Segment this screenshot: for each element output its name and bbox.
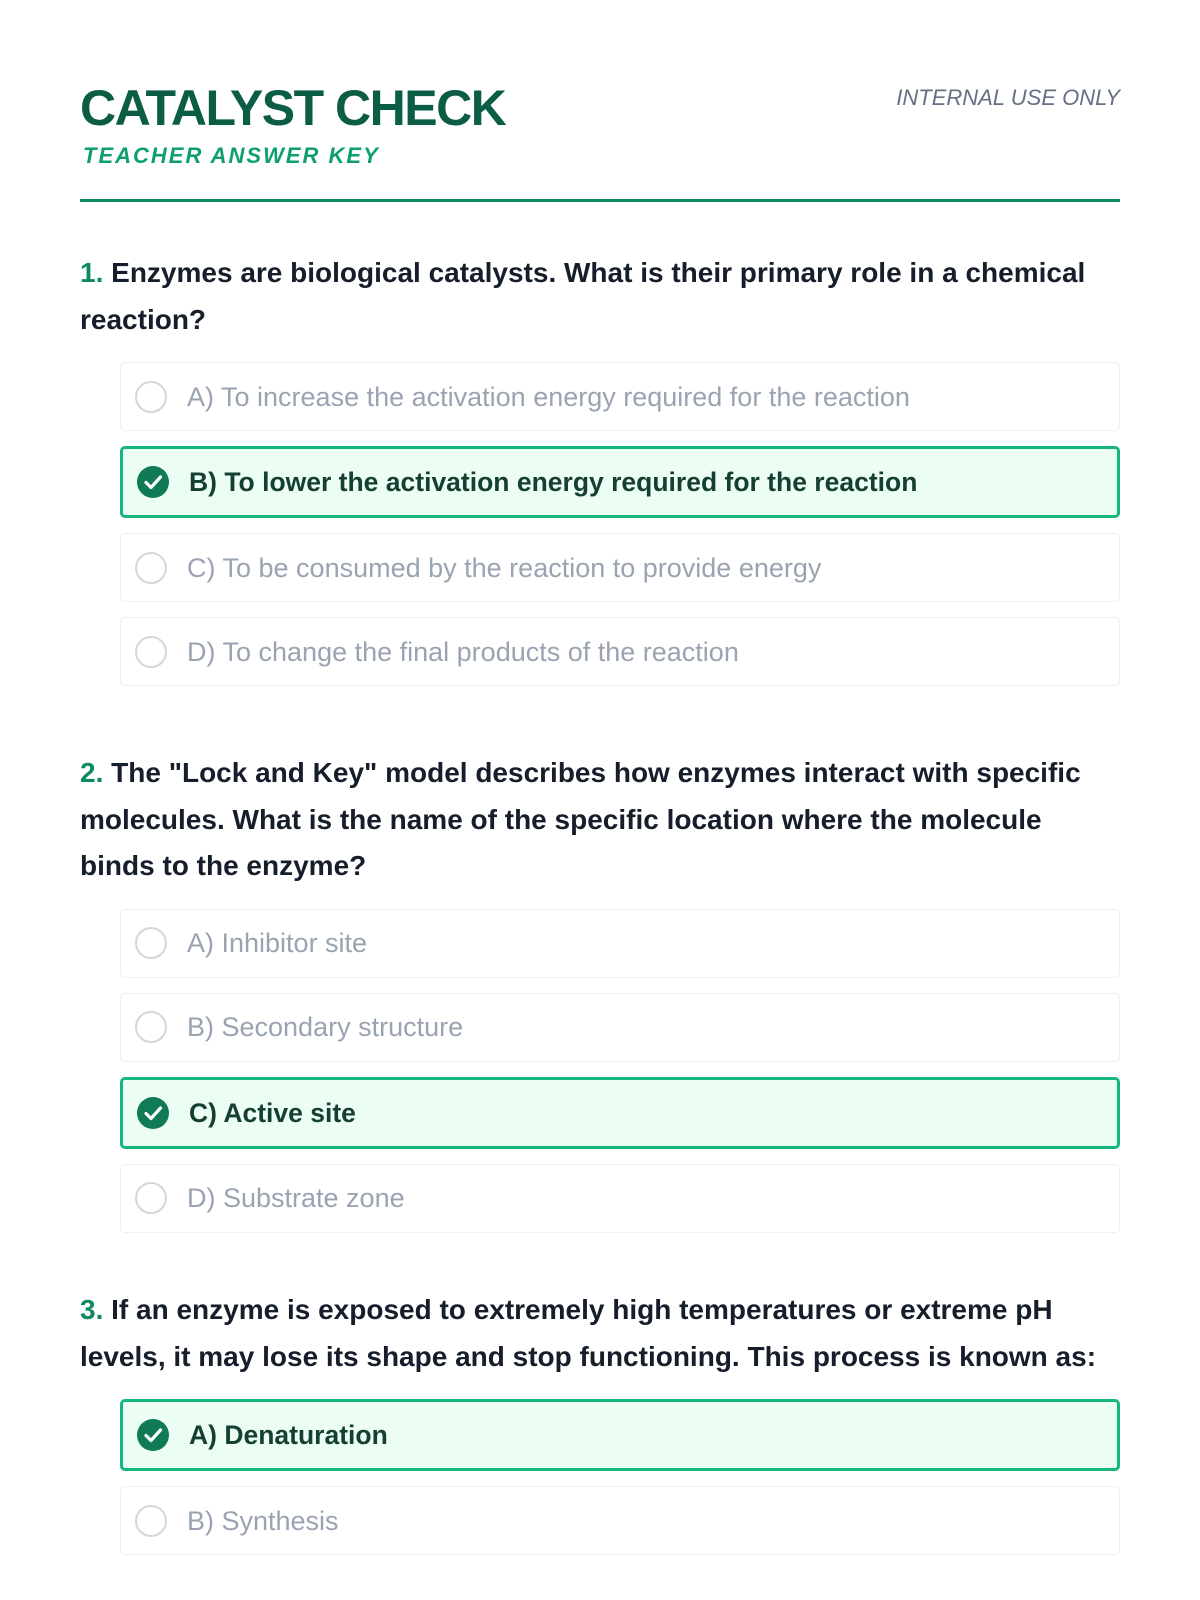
- check-circle-icon: [137, 1097, 169, 1129]
- question-prompt: The "Lock and Key" model describes how enzymes interact with specific molecules. What is the name of the specific location where the molecule binds to the enzyme?: [80, 757, 1081, 881]
- check-circle-icon: [137, 466, 169, 498]
- radio-empty-icon: [135, 1011, 167, 1043]
- question-text: [80, 750, 1120, 890]
- answer-option-d[interactable]: [120, 617, 1120, 686]
- answer-option-a[interactable]: [120, 909, 1120, 978]
- option-label: C) To be consumed by the reaction to provide energy: [187, 552, 822, 583]
- option-label: D) To change the final products of the reaction: [187, 636, 739, 667]
- radio-empty-icon: [135, 381, 167, 413]
- document-header: [80, 0, 1120, 202]
- question-number: 2.: [80, 757, 104, 788]
- question-text: [80, 250, 1120, 343]
- answer-key-page: [80, 0, 1120, 1536]
- answer-options: [120, 362, 1120, 686]
- radio-empty-icon: [135, 552, 167, 584]
- option-label: B) Synthesis: [187, 1505, 339, 1536]
- answer-option-b[interactable]: [120, 446, 1120, 518]
- option-label: B) Secondary structure: [187, 1012, 464, 1042]
- radio-empty-icon: [135, 636, 167, 668]
- radio-empty-icon: [135, 1505, 167, 1537]
- option-label: A) Denaturation: [189, 1420, 388, 1450]
- option-label: C) Active site: [189, 1097, 356, 1128]
- question-prompt: Enzymes are biological catalysts. What is their primary role in a chemical reaction?: [80, 257, 1086, 335]
- option-label: B) To lower the activation energy required for the reaction: [189, 467, 918, 497]
- radio-empty-icon: [135, 927, 167, 959]
- answer-option-b[interactable]: [120, 1486, 1120, 1555]
- answer-options: [120, 909, 1120, 1233]
- answer-option-d[interactable]: [120, 1164, 1120, 1233]
- question-3: [80, 1287, 1120, 1570]
- answer-option-a[interactable]: [120, 362, 1120, 431]
- question-number: 3.: [80, 1294, 104, 1325]
- question-prompt: If an enzyme is exposed to extremely high temperatures or extreme pH levels, it may lose its shape and stop functioning. This process is known as:: [80, 1294, 1097, 1372]
- answer-option-b[interactable]: [120, 993, 1120, 1062]
- check-circle-icon: [137, 1419, 169, 1451]
- answer-option-c[interactable]: [120, 533, 1120, 602]
- question-text: [80, 1287, 1120, 1380]
- question-1: [80, 250, 1120, 701]
- question-2: [80, 750, 1120, 1248]
- answer-option-a[interactable]: [120, 1399, 1120, 1471]
- answer-option-c[interactable]: [120, 1077, 1120, 1149]
- option-label: D) Substrate zone: [187, 1183, 405, 1213]
- document-subtitle: TEACHER ANSWER KEY: [83, 143, 380, 168]
- internal-use-notice: INTERNAL USE ONLY: [896, 85, 1120, 110]
- document-title: CATALYST CHECK: [80, 80, 506, 136]
- answer-options: [120, 1399, 1120, 1555]
- question-number: 1.: [80, 257, 104, 288]
- radio-empty-icon: [135, 1182, 167, 1214]
- option-label: A) To increase the activation energy required for the reaction: [187, 381, 910, 412]
- option-label: A) Inhibitor site: [187, 928, 368, 958]
